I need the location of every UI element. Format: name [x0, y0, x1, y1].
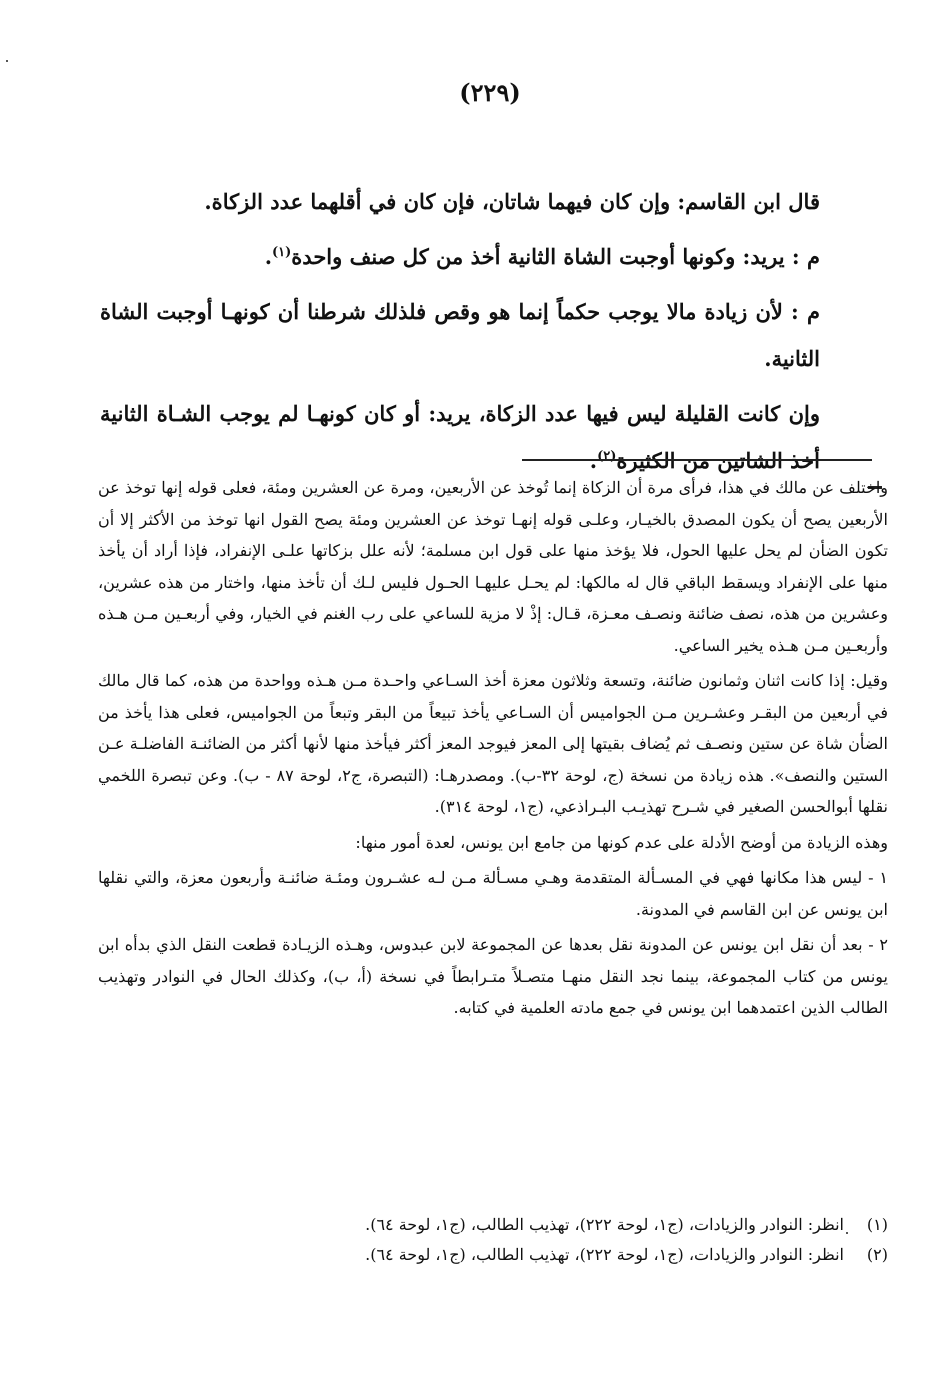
footnote: [98, 1240, 888, 1270]
paragraph-text: قال ابن القاسم: وإن كان فيهما شاتان، فإن كان في أقلهما عدد الزكاة.: [204, 189, 820, 214]
paragraph-text: م : لأن زيادة مالا يوجب حكماً إنما هو وقص فلذلك شرطنا أن كونهـا أوجبت الشاة الثانية.: [100, 299, 820, 371]
scan-speck: [846, 1232, 848, 1234]
footnote-separator: [522, 459, 872, 461]
note-paragraph: وقيل: إذا كانت اثنان وثمانون ضائنة، وتسعة وثلاثون معزة أخذ السـاعي واحـدة مـن هـذه وواحدة من هذه، كما قال مالك في أربعين من البقـر وعشـرين مـن الجواميس أن السـاعي يأخذ تبيعاً من البقر وتبعاً من الجواميس، فعلى هذا يأخذ من الضأن شاة عن ستين ونصـف ثم يُضاف بقيتها إلى المعز فيوجد المعز أكثر فيأخذ منها لأنها أكثر من الضائنـة الفاضلـة عـن الستين والنصف». هذه زيادة من نسخة (ج، لوحة ٣٢-ب). ومصدرهـا: (التبصرة، ج٢، لوحة ٨٧ - ب). وعن تبصرة اللخمي نقلها أبوالحسن الصغير في شـرح تهذيـب البـراذعي، (ج١، لوحة ٣١٤).: [98, 671, 889, 816]
main-text: [100, 178, 820, 492]
main-paragraph: [100, 233, 820, 280]
footnote-number: (١): [866, 1215, 888, 1234]
main-paragraph: [100, 390, 820, 484]
note-paragraph: وهذه الزيادة من أوضح الأدلة على عدم كونها من جامع ابن يونس، لعدة أمور منها:: [355, 832, 888, 852]
footnote-text: انظر: النوادر والزيادات، (ج١، لوحة ٢٢٢)، تهذيب الطالب، (ج١، لوحة ٦٤).: [365, 1215, 844, 1234]
paragraph-end: .: [589, 448, 598, 473]
note-paragraph: واختلف عن مالك في هذا، فرأى مرة أن الزكاة إنما تُوخذ عن الأربعين، ومرة عن العشرين ومئة، فعلى قوله إنها توخذ عن الأربعين يصح أن يكون المصدق بالخيـار، وعلـى قوله إنهـا توخذ عن العشرين ومئة يصح القول انها توخذ من الأكثر إلا أن تكون الضأن لم يحل عليها الحول، فلا يؤخذ منها على قول ابن مسلمة؛ لأنه علل بزكاتها علـى الإنفراد، فإذا أراد أن يأخذ منها على الإنفراد ويسقط الباقي قال له مالكها: لم يحـل عليهـا الحـول فليس لـك أن تأخذ منها، واختار من هذه عشرين، وعشرين من هذه، نصف ضائنة ونصـف معـزة، قـال: إذْ لا مزية للساعي على رب الغنم في الخيار، وفي أربعـين مـن هـذه وأربعـين مـن هـذه يخير الساعي.: [98, 478, 889, 655]
footnote-number: (٢): [866, 1245, 888, 1264]
footnote-text: انظر: النوادر والزيادات، (ج١، لوحة ٢٢٢)، تهذيب الطالب، (ج١، لوحة ٦٤).: [365, 1245, 844, 1264]
scan-speck: [6, 60, 8, 62]
footnote: [98, 1210, 888, 1240]
footnote-reference: (٢): [597, 449, 617, 464]
page-number: (٢٢٩): [459, 78, 521, 107]
footnotes: [98, 1210, 888, 1270]
paragraph-text: م : يريد: وكونها أوجبت الشاة الثانية أخذ من كل صنف واحدة: [291, 244, 820, 269]
paragraph-end: .: [264, 244, 272, 269]
note-paragraph: ١ - ليس هذا مكانها فهي في المسـألة المتقدمة وهـي مسـألة مـن لـه عشـرون ومئـة ضائنـة وأربعون معزة، والتي نقلها ابن يونس عن ابن القاسم في المدونة.: [98, 868, 888, 919]
main-paragraph: [100, 288, 820, 382]
notes-section: [98, 472, 888, 1028]
main-paragraph: [100, 178, 820, 225]
paragraph-text: وإن كانت القليلة ليس فيها عدد الزكاة، يريد: أو كان كونهـا لم يوجب الشـاة الثانية أخذ الشاتين من الكثيرة: [100, 401, 820, 473]
footnote-reference: (١): [272, 245, 292, 260]
note-paragraph: ٢ - بعد أن نقل ابن يونس عن المدونة نقل بعدها عن المجموعة لابن عبدوس، وهـذه الزيـادة قطعت النقل الذي بدأه ابن يونس من كتاب المجموعة، بينما نجد النقل منهـا متصـلاً متـرابطاً في نسخة (أ، ب)، وكذلك الحال في النوادر وتهذيب الطالب الذين اعتمدهما ابن يونس في جمع مادته العلمية في كتابه.: [98, 935, 889, 1017]
